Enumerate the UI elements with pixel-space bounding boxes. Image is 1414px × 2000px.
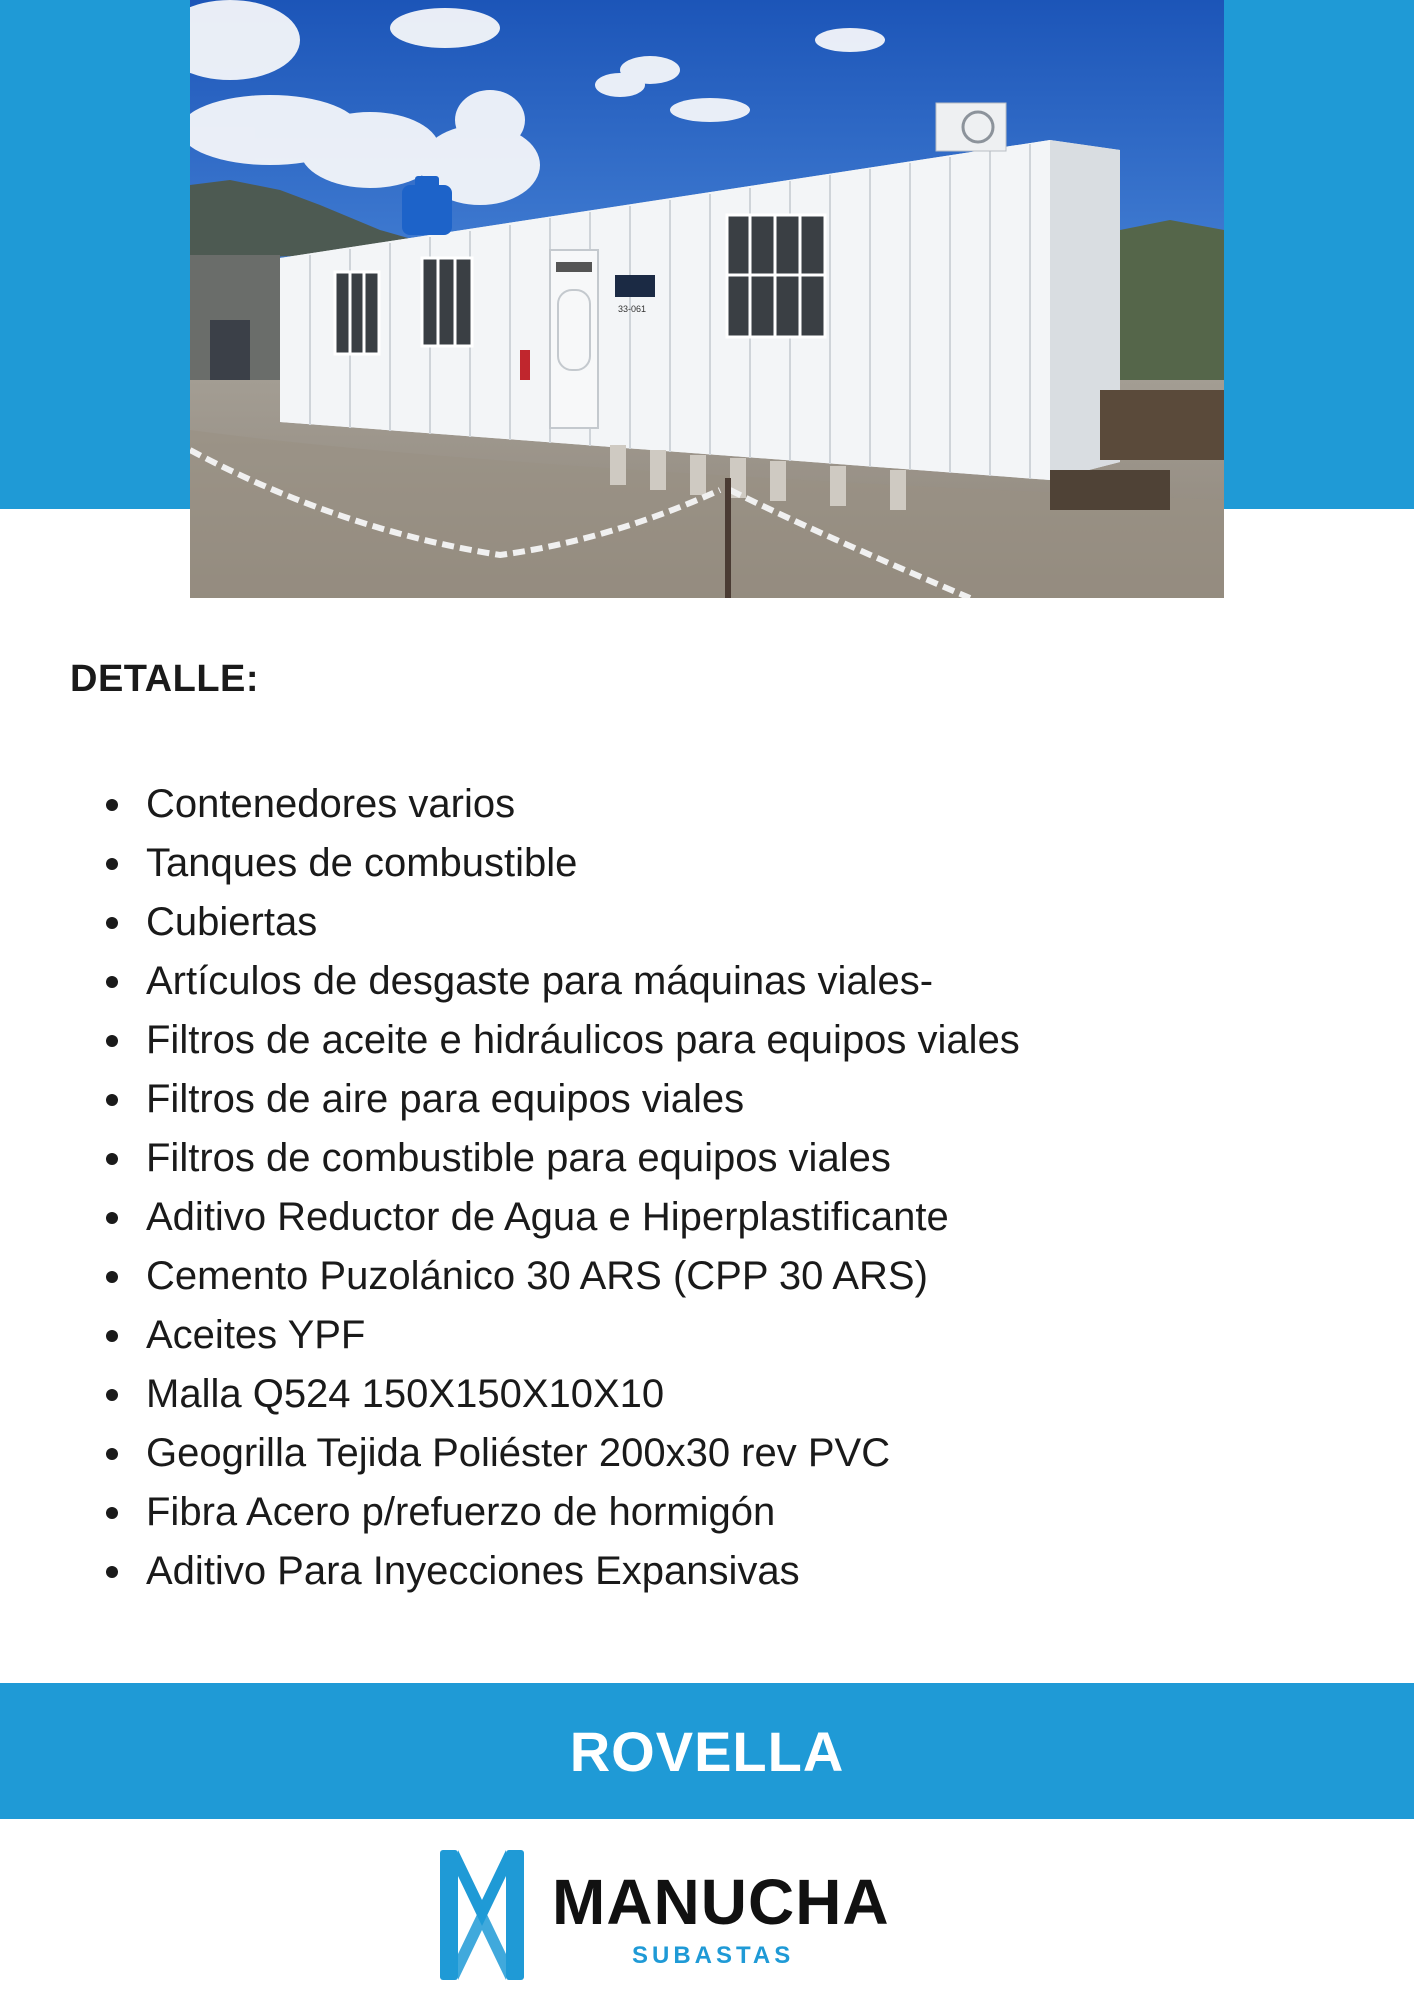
list-item: Filtros de combustible para equipos viales	[146, 1129, 1020, 1188]
rovella-banner	[0, 1683, 1414, 1819]
list-item: Artículos de desgaste para máquinas viales-	[146, 952, 1020, 1011]
list-item: Filtros de aire para equipos viales	[146, 1070, 1020, 1129]
list-item: Cemento Puzolánico 30 ARS (CPP 30 ARS)	[146, 1247, 1020, 1306]
list-item: Geogrilla Tejida Poliéster 200x30 rev PVC	[146, 1424, 1020, 1483]
manucha-logo	[440, 1850, 980, 1980]
list-item: Aditivo Para Inyecciones Expansivas	[146, 1542, 1020, 1601]
door-plate-number: 33-061	[618, 304, 647, 314]
list-item: Malla Q524 150X150X10X10	[146, 1365, 1020, 1424]
list-item: Aceites YPF	[146, 1306, 1020, 1365]
logo-wordmark: MANUCHA	[552, 1866, 890, 1938]
detail-heading: DETALLE:	[70, 658, 260, 700]
list-item: Cubiertas	[146, 893, 1020, 952]
manucha-logo-icon	[440, 1850, 524, 1980]
list-item: Fibra Acero p/refuerzo de hormigón	[146, 1483, 1020, 1542]
list-item: Aditivo Reductor de Agua e Hiperplastificante	[146, 1188, 1020, 1247]
list-item: Contenedores varios	[146, 775, 1020, 834]
banner-title: ROVELLA	[569, 1719, 845, 1783]
container-office-photo	[190, 0, 1224, 598]
logo-subtitle: SUBASTAS	[632, 1942, 795, 1969]
list-item: Tanques de combustible	[146, 834, 1020, 893]
list-item: Filtros de aceite e hidráulicos para equipos viales	[146, 1011, 1020, 1070]
detail-list	[100, 775, 1020, 1601]
